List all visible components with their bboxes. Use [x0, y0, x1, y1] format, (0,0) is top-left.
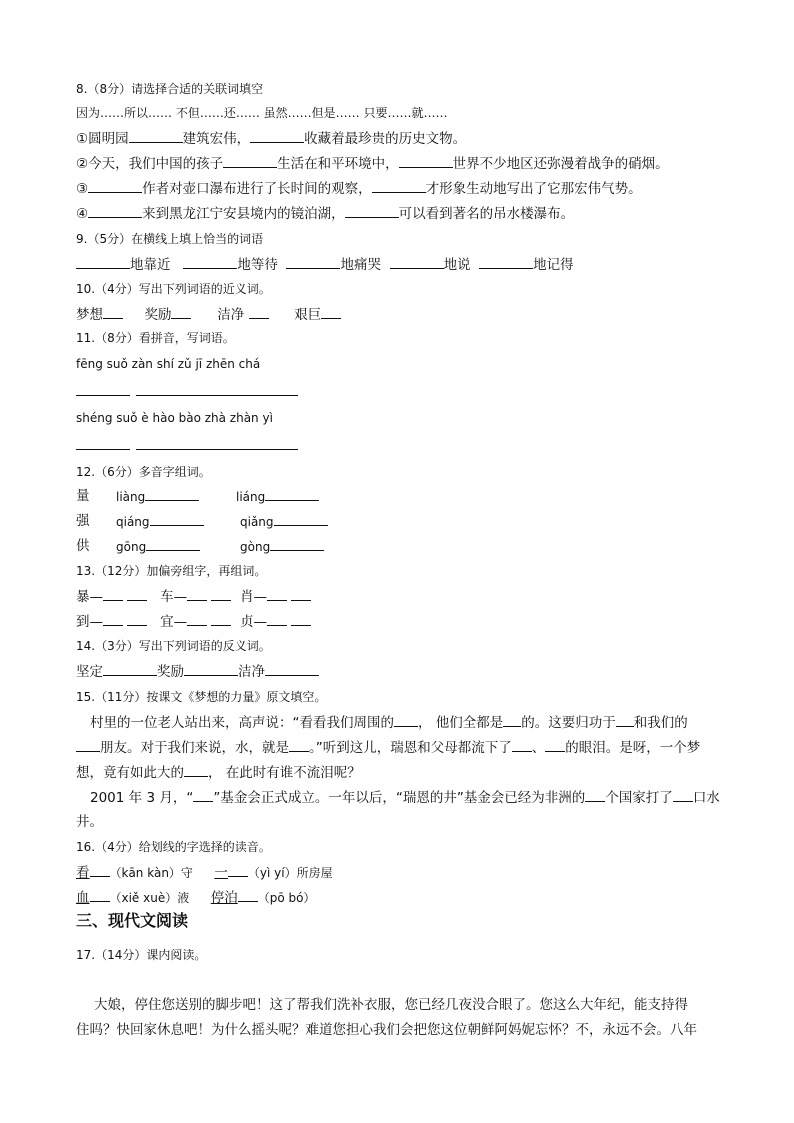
blank[interactable] [274, 512, 328, 526]
q8-line-4: ④ 来到黑龙江宁安县境内的镜泊湖， 可以看到著名的吊水楼瀑布。 [76, 206, 575, 222]
q8-title: 8.（8分）请选择合适的关联词填空 [76, 82, 264, 96]
blank[interactable] [150, 512, 204, 526]
q13-row-1: 暴— 车— 肖— [76, 587, 311, 606]
blank[interactable] [249, 305, 269, 319]
q12-title: 12.（6分）多音字组词。 [76, 465, 211, 479]
blank[interactable] [190, 382, 244, 396]
blank[interactable] [265, 662, 319, 676]
blank[interactable] [127, 587, 147, 601]
blank[interactable] [90, 863, 110, 877]
blank[interactable] [265, 487, 319, 501]
blank[interactable] [146, 537, 200, 551]
blank[interactable] [103, 612, 123, 626]
section-heading: 三、现代文阅读 [76, 911, 189, 930]
blank[interactable] [545, 738, 565, 752]
q11-answer-row-1 [76, 382, 298, 401]
blank[interactable] [88, 179, 142, 193]
blank[interactable] [616, 713, 634, 727]
blank[interactable] [286, 255, 340, 269]
blank[interactable] [76, 255, 130, 269]
q9-blanks: 地靠近 地等待 地痛哭 地说 地记得 [76, 255, 574, 274]
q8-line-3: ③ 作者对壶口瀑布进行了长时间的观察， 才形象生动地写出了它那宏伟气势。 [76, 181, 642, 197]
blank[interactable] [512, 738, 532, 752]
blank[interactable] [183, 255, 237, 269]
blank[interactable] [270, 537, 324, 551]
blank[interactable] [289, 738, 309, 752]
blank[interactable] [103, 305, 123, 319]
q8-line-2: ②今天，我们中国的孩子 生活在和平环境中， 世界不少地区还弥漫着战争的硝烟。 [76, 156, 669, 172]
q8-line-1: ①圆明园 建筑宏伟， 收藏着最珍贵的历史文物。 [76, 131, 467, 147]
q15-para-line-3: 想，竟有如此大的 ， 在此时有谁不流泪呢？ [76, 765, 361, 781]
q16-title: 16.（4分）给划线的字选择的读音。 [76, 840, 271, 854]
q15-para-line-4: 2001 年 3 月，“ ”基金会正式成立。一年以后，“瑞恩的井”基金会已经为非洲的 个国家打了 口水 [90, 790, 720, 806]
blank[interactable] [190, 436, 244, 450]
q15-title: 15.（11分）按课文《梦想的力量》原文填空。 [76, 690, 327, 704]
blank[interactable] [673, 788, 693, 802]
blank[interactable] [267, 587, 287, 601]
blank[interactable] [136, 436, 190, 450]
q10-words: 梦想 奖励 洁净 艰巨 [76, 305, 341, 324]
blank[interactable] [223, 154, 277, 168]
blank[interactable] [90, 888, 110, 902]
q12-row-2: 强 qiáng qiǎng [76, 512, 90, 530]
blank[interactable] [291, 612, 311, 626]
blank[interactable] [390, 255, 444, 269]
blank[interactable] [187, 612, 207, 626]
q15-para-line-2: 朋友。对于我们来说，水，就是 。”听到这儿，瑞恩和父母都流下了 、 的眼泪。是呀，一个梦 [76, 738, 700, 757]
q17-passage-line-2: 住吗？快回家休息吧！为什么摇头呢？难道您担心我们会把您这位朝鲜阿妈妮忘怀？不，永远不会。八年 [76, 1022, 697, 1038]
q16-row-2: 血 （xiě xuè）液 停泊 （pō bó） [76, 890, 316, 906]
blank[interactable] [585, 788, 605, 802]
blank[interactable] [103, 587, 123, 601]
blank[interactable] [171, 305, 191, 319]
blank[interactable] [228, 863, 248, 877]
q17-passage-line-1: 大娘，停住您送别的脚步吧！这了帮我们洗补衣服，您已经几夜没合眼了。您这么大年纪，能支持得 [94, 997, 688, 1013]
q12-row-3: 供 gōng gòng [76, 537, 90, 555]
q10-title: 10.（4分）写出下列词语的近义词。 [76, 282, 271, 296]
blank[interactable] [345, 204, 399, 218]
blank[interactable] [244, 382, 298, 396]
blank[interactable] [187, 587, 207, 601]
q17-title: 17.（14分）课内阅读。 [76, 948, 207, 962]
blank[interactable] [211, 612, 231, 626]
blank[interactable] [136, 382, 190, 396]
q14-title: 14.（3分）写出下列词语的反义词。 [76, 639, 271, 653]
blank[interactable] [76, 738, 100, 752]
blank[interactable] [211, 587, 231, 601]
blank[interactable] [244, 436, 298, 450]
blank[interactable] [76, 382, 130, 396]
blank[interactable] [503, 713, 521, 727]
blank[interactable] [372, 179, 426, 193]
q9-title: 9.（5分）在横线上填上恰当的词语 [76, 232, 264, 246]
blank[interactable] [103, 662, 157, 676]
blank[interactable] [145, 487, 199, 501]
q13-row-2: 到— 宜— 贞— [76, 612, 311, 631]
q16-row-1: 看 （kān kàn）守 一 （yì yí）所房屋 [76, 865, 333, 881]
q15-para-line-5: 井。 [76, 814, 103, 830]
q8-word-bank: 因为……所以…… 不但……还…… 虽然……但是…… 只要……就…… [76, 106, 448, 120]
q11-title: 11.（8分）看拼音，写词语。 [76, 331, 235, 345]
q11-answer-row-2 [76, 436, 298, 455]
blank[interactable] [321, 305, 341, 319]
blank[interactable] [250, 129, 304, 143]
blank[interactable] [267, 612, 287, 626]
blank[interactable] [76, 436, 130, 450]
blank[interactable] [399, 154, 453, 168]
blank[interactable] [479, 255, 533, 269]
q14-words: 坚定 奖励 洁净 [76, 662, 319, 681]
q13-title: 13.（12分）加偏旁组字，再组词。 [76, 564, 267, 578]
blank[interactable] [193, 788, 213, 802]
blank[interactable] [291, 587, 311, 601]
blank[interactable] [184, 763, 208, 777]
q15-para-line-1: 村里的一位老人站出来，高声说：“看看我们周围的 ， 他们全都是 的。这要归功于 和我们的 [90, 715, 688, 731]
blank[interactable] [88, 204, 142, 218]
q12-row-1: 量 liàng liáng [76, 487, 90, 505]
blank[interactable] [129, 129, 183, 143]
blank[interactable] [184, 662, 238, 676]
blank[interactable] [238, 888, 258, 902]
q11-pinyin-1: fēng suǒ zàn shí zǔ jī zhēn chá [76, 357, 261, 371]
q11-pinyin-2: shéng suǒ è hào bào zhà zhàn yì [76, 411, 273, 425]
blank[interactable] [394, 713, 418, 727]
blank[interactable] [127, 612, 147, 626]
